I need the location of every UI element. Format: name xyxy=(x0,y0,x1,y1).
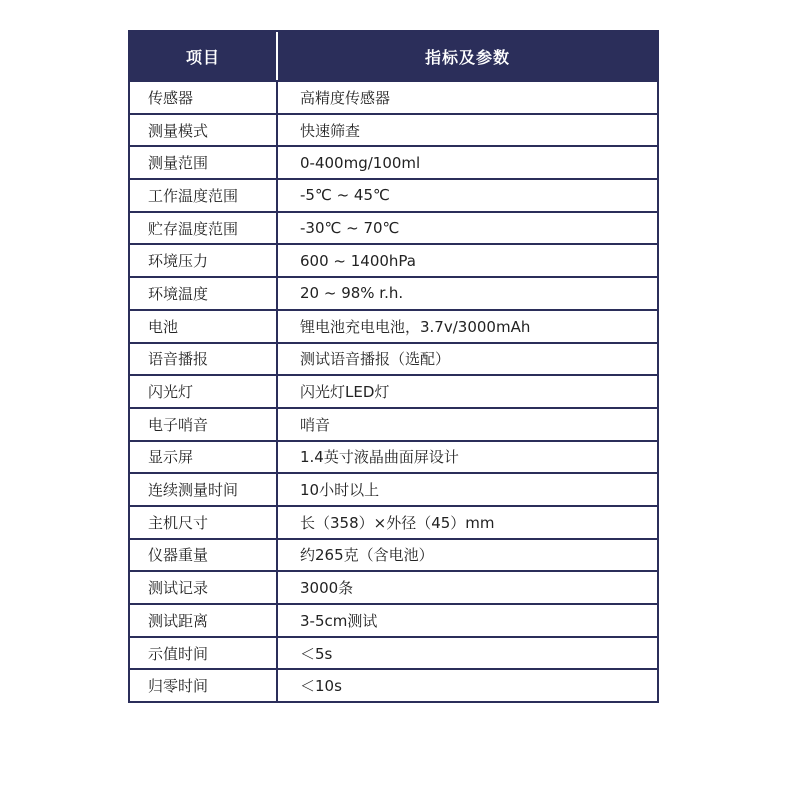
row-param: 电池 xyxy=(130,311,278,342)
row-value: 20 ~ 98% r.h. xyxy=(300,284,404,303)
row-value: ＜10s xyxy=(300,677,342,696)
row-param: 测量模式 xyxy=(130,115,278,146)
row-param: 仪器重量 xyxy=(130,540,278,571)
row-value: 约265克（含电池） xyxy=(300,546,434,565)
table-row xyxy=(130,276,657,309)
row-value: 高精度传感器 xyxy=(300,88,391,107)
table-row xyxy=(130,636,657,669)
row-value: ＜5s xyxy=(300,644,333,663)
table-row xyxy=(130,145,657,178)
row-param: 语音播报 xyxy=(130,344,278,375)
row-param: 连续测量时间 xyxy=(130,474,278,505)
row-value: 3-5cm测试 xyxy=(300,611,378,630)
row-param: 环境温度 xyxy=(130,278,278,309)
table-row xyxy=(130,440,657,473)
row-param: 工作温度范围 xyxy=(130,180,278,211)
table-row xyxy=(130,570,657,603)
spec-table xyxy=(128,30,659,703)
table-row xyxy=(130,668,657,701)
row-param: 测试距离 xyxy=(130,605,278,636)
row-param: 测试记录 xyxy=(130,572,278,603)
row-param: 闪光灯 xyxy=(130,376,278,407)
table-row xyxy=(130,309,657,342)
row-value: 闪光灯LED灯 xyxy=(300,383,390,402)
row-value: 哨音 xyxy=(300,415,331,434)
table-row xyxy=(130,374,657,407)
table-row xyxy=(130,113,657,146)
row-param: 贮存温度范围 xyxy=(130,213,278,244)
row-param: 测量范围 xyxy=(130,147,278,178)
table-row xyxy=(130,538,657,571)
row-param: 电子哨音 xyxy=(130,409,278,440)
row-value: 快速筛查 xyxy=(300,121,361,140)
header-param: 项目 xyxy=(130,32,278,80)
row-value: 锂电池充电电池，3.7v/3000mAh xyxy=(300,317,531,336)
row-value: -30℃ ~ 70℃ xyxy=(300,219,400,238)
table-header xyxy=(130,32,657,80)
row-value: 测试语音播报（选配） xyxy=(300,350,451,369)
table-row xyxy=(130,407,657,440)
row-value: 10小时以上 xyxy=(300,481,380,500)
row-param: 归零时间 xyxy=(130,670,278,701)
table-row xyxy=(130,505,657,538)
row-value: 3000条 xyxy=(300,579,354,598)
table-row xyxy=(130,243,657,276)
row-value: 1.4英寸液晶曲面屏设计 xyxy=(300,448,459,467)
table-row xyxy=(130,603,657,636)
row-value: 0-400mg/100ml xyxy=(300,153,421,172)
row-param: 主机尺寸 xyxy=(130,507,278,538)
row-param: 传感器 xyxy=(130,82,278,113)
row-value: 长（358）×外径（45）mm xyxy=(300,513,495,532)
table-row xyxy=(130,472,657,505)
table-row xyxy=(130,211,657,244)
table-row xyxy=(130,80,657,113)
row-value: 600 ~ 1400hPa xyxy=(300,251,416,270)
table-row xyxy=(130,342,657,375)
row-value: -5℃ ~ 45℃ xyxy=(300,186,390,205)
table-row xyxy=(130,178,657,211)
row-param: 示值时间 xyxy=(130,638,278,669)
row-param: 显示屏 xyxy=(130,442,278,473)
row-param: 环境压力 xyxy=(130,245,278,276)
header-value: 指标及参数 xyxy=(424,47,510,67)
